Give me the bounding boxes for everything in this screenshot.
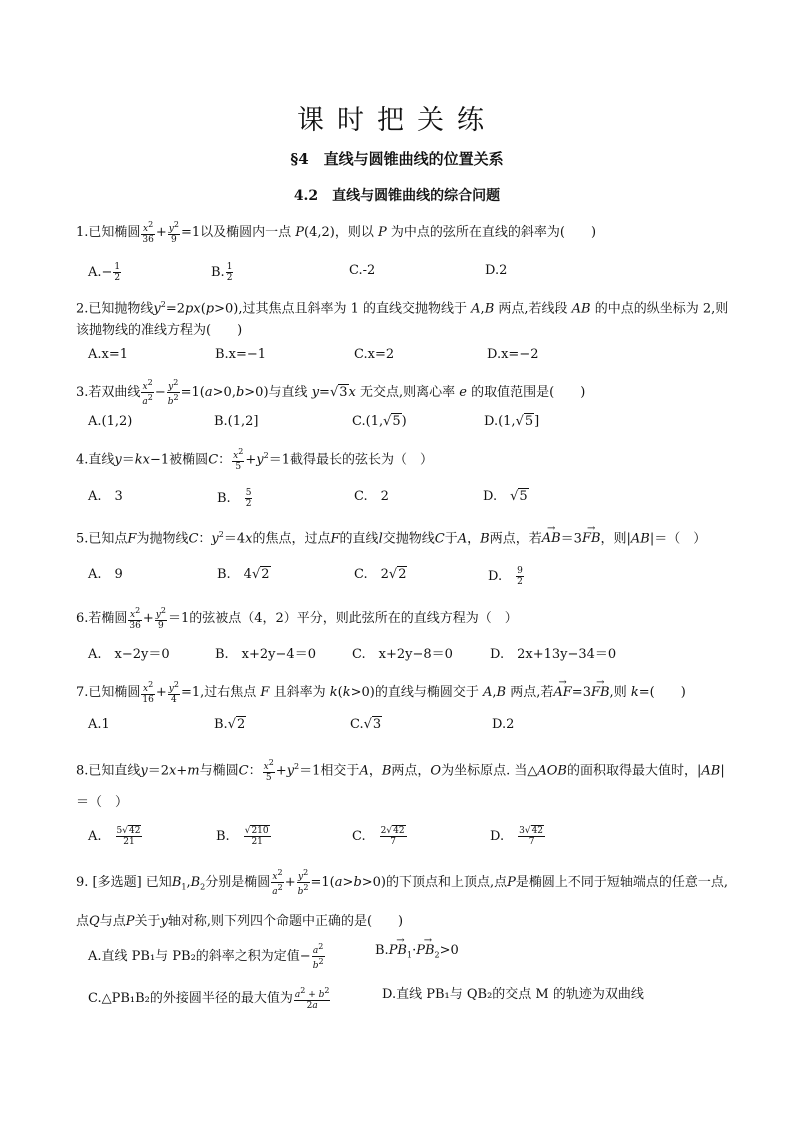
option-d[interactable]: D.x=−2 — [487, 347, 539, 362]
option-d[interactable]: D.直线 PB₁与 QB₂的交点 M 的轨迹为双曲线 — [382, 987, 644, 1002]
option-a[interactable]: A. x−2y＝0 — [88, 647, 170, 662]
option-c[interactable]: C. x+2y−8＝0 — [352, 647, 453, 662]
section-heading: §4 直线与圆锥曲线的位置关系 — [290, 150, 504, 168]
option-c[interactable]: C. $\frac{2√42}{7}$ — [352, 826, 405, 847]
option-d[interactable]: D.2 — [485, 263, 508, 278]
option-d[interactable]: D.2 — [492, 717, 515, 732]
option-b[interactable]: B.x=−1 — [215, 347, 267, 362]
question-1: 1.已知椭圆 $\frac{x^2}{36}$ + $\frac{y^2}{9}$ =1以及椭圆内一点 P(4,2)，则以 P 为中点的弦所在直线的斜率为( ) — [76, 220, 597, 245]
option-d[interactable]: D. 2x+13y−34＝0 — [490, 647, 617, 662]
question-2: 2.已知抛物线$y^2=2px(p>0)$,过其焦点且斜率为 1 的直线交抛物线于 A,B 两点,若线段 AB 的中点的纵坐标为 2,则该抛物线的准线方程为( ) — [76, 300, 729, 339]
option-a[interactable]: A.1 — [88, 717, 110, 732]
option-d[interactable]: D. √5 — [483, 489, 528, 504]
question-9: 9. [多选题] 已知$B_1,B_2$分别是椭圆 $\frac{x^2}{a^2}$ + $\frac{y^2}{b^2}$ =1(a>b>0)的下顶点和上顶点,点P是椭圆上不同于短轴端点的任意一点,点Q与点P关于y轴对称,则下列四个命题中正确的是( ) — [76, 868, 729, 929]
option-a[interactable]: A.− $\frac{1}{2}$ — [88, 262, 121, 283]
option-a[interactable]: A. 9 — [88, 567, 123, 582]
option-c[interactable]: C.x=2 — [354, 347, 395, 362]
option-d[interactable]: D.(1,√5] — [484, 414, 540, 429]
page-title: 课时把关练 — [297, 105, 497, 136]
option-d[interactable]: D. $\frac{9}{2}$ — [488, 566, 523, 587]
option-d[interactable]: D. $\frac{3√42}{7}$ — [490, 826, 544, 847]
option-a[interactable]: A.x=1 — [88, 347, 129, 362]
question-7: 7.已知椭圆 $\frac{x^2}{16}$ + $\frac{y^2}{4}$ =1,过右焦点 F 且斜率为 k(k>0)的直线与椭圆交于 A,B 两点,若→ AF=3→ FB,则 k=( ) — [76, 680, 736, 705]
option-b[interactable]: B. $\frac{√210}{21}$ — [216, 826, 269, 847]
option-c[interactable]: C. 2 — [354, 489, 389, 504]
option-a[interactable]: A. 3 — [88, 489, 123, 504]
question-9-options-row-1 — [88, 942, 728, 972]
option-b[interactable]: B. 4√2 — [217, 567, 270, 582]
option-b[interactable]: B. $\frac{5}{2}$ — [217, 488, 252, 509]
subsection-heading: 4.2 直线与圆锥曲线的综合问题 — [293, 188, 501, 204]
option-c[interactable]: C. 2√2 — [354, 567, 407, 582]
option-c[interactable]: C.(1,√5) — [352, 414, 407, 429]
option-b[interactable]: B. $\frac{1}{2}$ — [211, 262, 233, 283]
option-a[interactable]: A. $\frac{5√42}{21}$ — [88, 826, 141, 847]
option-c[interactable]: C.√3 — [350, 717, 382, 732]
question-4: 4.直线y＝kx−1被椭圆C： $\frac{x^2}{5}$ $+y^2=1$截得最长的弦长为（ ） — [76, 447, 433, 473]
option-c[interactable]: C.△PB₁B₂的外接圆半径的最大值为 $\frac{a^2 + b^2}{2a}$ — [88, 986, 330, 1011]
option-a[interactable]: A.直线 PB₁与 PB₂的斜率之积为定值− $\frac{a^2}{b^2}$ — [88, 942, 324, 971]
option-b[interactable]: B. x+2y−4＝0 — [215, 647, 316, 662]
option-a[interactable]: A.(1,2) — [88, 414, 133, 429]
option-b[interactable]: B.(1,2] — [214, 414, 259, 429]
question-5: 5.已知点F为抛物线C：$y^2=4x$的焦点，过点F的直线l交抛物线C于A，B两点，若→ AB＝3→ FB，则|AB|＝（ ） — [76, 525, 736, 549]
option-b[interactable]: $B.\to PB_1\cdot\to PB_2>0$ — [375, 942, 459, 965]
option-b[interactable]: B.√2 — [214, 717, 246, 732]
question-3: 3.若双曲线 $\frac{x^2}{a^2}$ − $\frac{y^2}{b^2}$ =1(a>0,b>0)与直线 y=√3x 无交点,则离心率 e 的取值范围是( ) — [76, 378, 586, 407]
question-6: 6.若椭圆 $\frac{x^2}{36}$ + $\frac{y^2}{9}$ ＝1的弦被点（4，2）平分，则此弦所在的直线方程为（ ） — [76, 606, 518, 631]
question-9-options-row-2 — [88, 986, 728, 1016]
question-8: 8.已知直线y＝2x+m与椭圆C： $\frac{x^2}{5}$ $+y^2=1$相交于A，B两点，O为坐标原点. 当△AOB的面积取得最大值时，|AB| ＝（ ） — [76, 758, 725, 811]
option-c[interactable]: C.-2 — [349, 263, 376, 278]
